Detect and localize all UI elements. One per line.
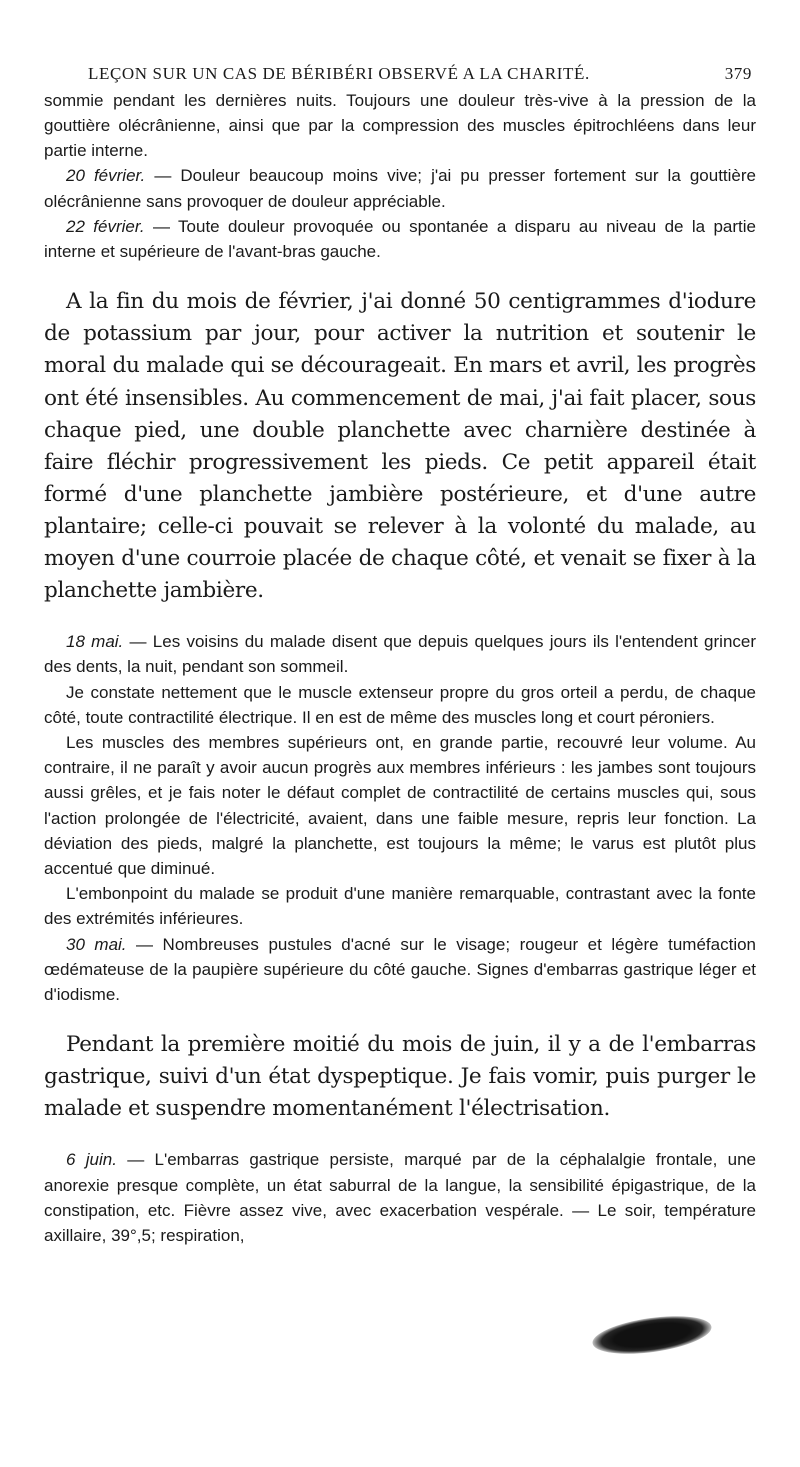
entry-date: 18 mai.: [66, 632, 124, 652]
lecture-paragraph-june: [44, 1029, 756, 1125]
entry-text: — Toute douleur provoquée ou spontanée a disparu au niveau de la partie interne et supérieure de l'avant-bras gauche.: [44, 216, 756, 262]
page-number: 379: [724, 64, 752, 83]
ink-smudge: [590, 1310, 714, 1360]
paragraph: Pendant la première moitié du mois de juin, il y a de l'embarras gastrique, suivi d'un état dyspeptique. Je fais vomir, puis purger le malade et suspendre momentanément l'électrisation.: [44, 1032, 756, 1122]
entry-date: 6 juin.: [66, 1150, 117, 1170]
paragraph: L'embonpoint du malade se produit d'une manière remarquable, contrastant avec la fonte des extrémités inférieures.: [44, 884, 756, 929]
entry-date: 22 février.: [66, 216, 145, 236]
observation-notes-may: [44, 629, 756, 1007]
lecture-paragraph-treatment: [44, 286, 756, 607]
dated-entry: [44, 629, 756, 679]
observation-notes-february: [44, 88, 756, 264]
entry-text: — Douleur beaucoup moins vive; j'ai pu presser fortement sur la gouttière olécrânienne sans provoquer de douleur appréciable.: [44, 166, 756, 211]
running-head-title: LEÇON SUR UN CAS DE BÉRIBÉRI OBSERVÉ A LA CHARITÉ.: [88, 64, 590, 83]
entry-text: — Nombreuses pustules d'acné sur le visage; rougeur et légère tuméfaction œdémateuse de la paupière supérieure du côté gauche. Signes d'embarras gastrique léger et d'iodisme.: [44, 934, 756, 1004]
running-head: [88, 62, 752, 86]
entry-text: — L'embarras gastrique persiste, marqué par de la céphalalgie frontale, une anorexie presque complète, un état saburral de la langue, la sensibilité épigastrique, de la constipation, etc. Fièvre assez vive, avec exacerbation vespérale. — Le soir, température axillaire, 39°,5; respiration,: [44, 1150, 756, 1246]
observation-notes-june: [44, 1147, 756, 1248]
entry-text: — Les voisins du malade disent que depuis quelques jours ils l'entendent grincer des dents, la nuit, pendant son sommeil.: [44, 632, 757, 677]
paragraph: sommie pendant les dernières nuits. Toujours une douleur très-vive à la pression de la gouttière olécrânienne, ainsi que par la compression des muscles épitrochléens dans leur partie interne.: [44, 90, 756, 161]
paragraph: Je constate nettement que le muscle extenseur propre du gros orteil a perdu, de chaque côté, toute contractilité électrique. Il en est de même des muscles long et court péroniers.: [44, 682, 756, 727]
dated-entry: [44, 214, 756, 264]
paragraph: A la fin du mois de février, j'ai donné 50 centigrammes d'iodure de potassium par jour, pour activer la nutrition et soutenir le moral du malade qui se décourageait. En mars et avril, les progrès ont été insensibles. Au commencement de mai, j'ai fait placer, sous chaque pied, une double planchette avec charnière destinée à faire fléchir progressivement les pieds. Ce petit appareil était formé d'une planchette jambière postérieure, et d'une autre plantaire; celle-ci pouvait se relever à la volonté du malade, au moyen d'une courroie placée de chaque côté, et venait se fixer à la planchette jambière.: [44, 289, 756, 604]
dated-entry: [44, 932, 756, 1008]
dated-entry: [44, 163, 756, 213]
entry-date: 30 mai.: [66, 934, 127, 954]
paragraph: Les muscles des membres supérieurs ont, en grande partie, recouvré leur volume. Au contraire, il ne paraît y avoir aucun progrès aux membres inférieurs : les jambes sont toujours aussi grêles, et je fais noter le défaut complet de contractilité de certains muscles qui, sous l'action prolongée de l'électricité, avaient, dans une faible mesure, repris leur fonction. La déviation des pieds, malgré la planchette, est toujours la même; le varus est plutôt plus accentué que diminué.: [44, 732, 756, 878]
book-page: [44, 62, 756, 1248]
dated-entry: [44, 1147, 756, 1248]
entry-date: 20 février.: [66, 166, 146, 186]
